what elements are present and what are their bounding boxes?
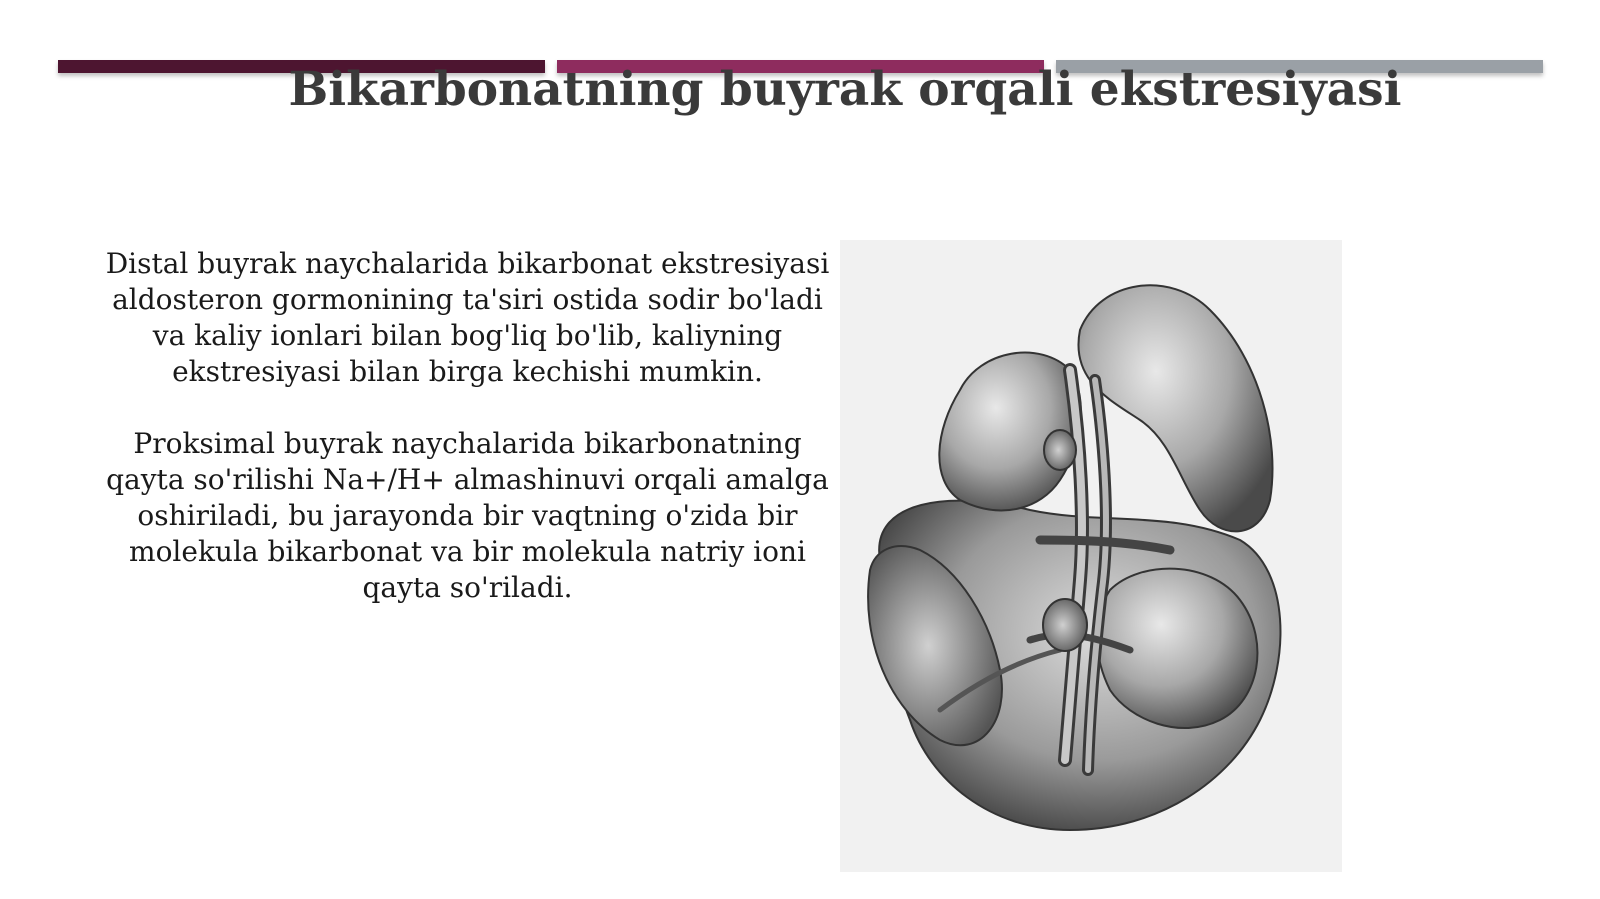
paragraph-distal: Distal buyrak naychalarida bikarbonat ekstresiyasi aldosteron gormonining ta'siri ostida sodir bo'ladi va kaliy ionlari bilan bog'liq bo'lib, kaliyning ekstresiyasi bilan birga kechishi mumkin. [105,247,830,388]
kidney-illustration-icon [840,240,1342,872]
slide-body [100,246,835,642]
slide-title: Bikarbonatning buyrak orqali ekstresiyasi [288,62,1402,117]
kidney-anatomy-image [840,240,1342,872]
paragraph-proximal: Proksimal buyrak naychalarida bikarbonatning qayta so'rilishi Na+/H+ almashinuvi orqali amalga oshiriladi, bu jarayonda bir vaqtning o'zida bir molekula bikarbonat va bir molekula natriy ioni qayta so'riladi. [106,427,829,604]
